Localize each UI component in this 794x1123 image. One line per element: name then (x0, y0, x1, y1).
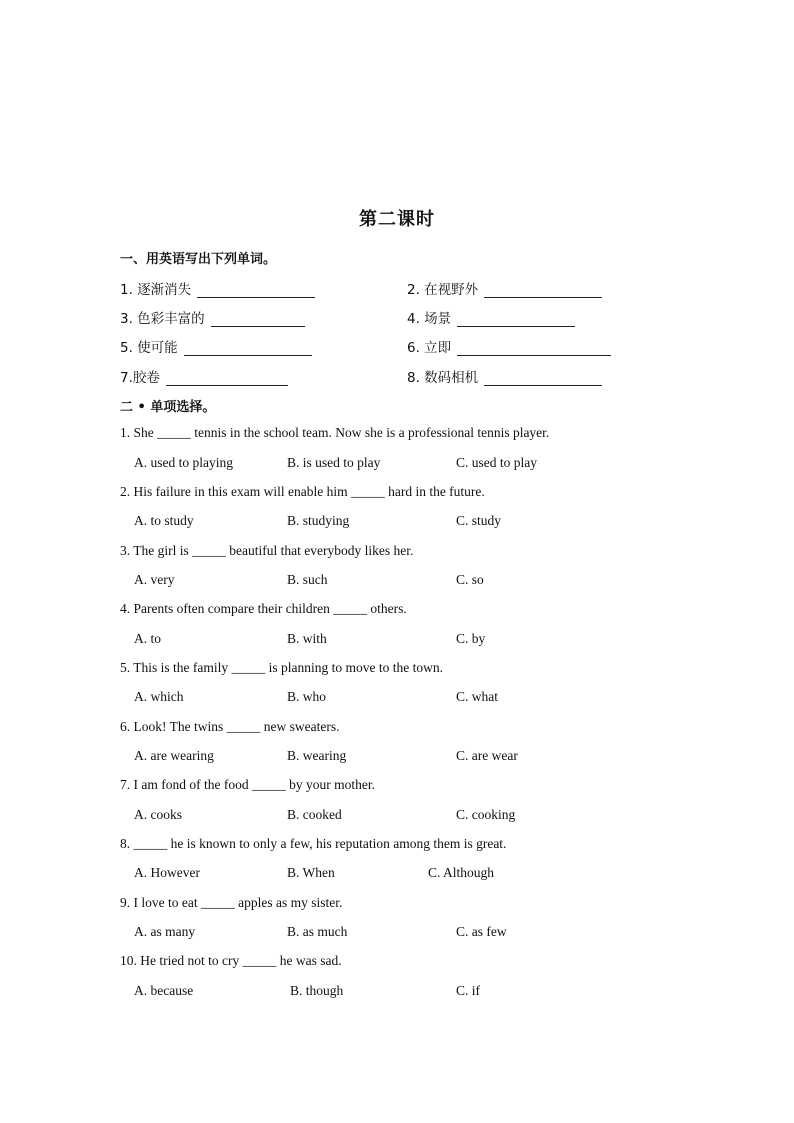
vocab-item (407, 278, 602, 298)
vocab-item (120, 278, 315, 298)
option-c[interactable]: C. study (456, 513, 502, 528)
vocab-item (120, 307, 305, 327)
option-row (0, 689, 794, 707)
option-a[interactable]: A. because (134, 983, 194, 998)
option-c[interactable]: C. as few (456, 924, 507, 939)
option-a[interactable]: A. used to playing (134, 455, 233, 470)
option-b[interactable]: B. though (290, 983, 344, 998)
option-a[interactable]: A. to study (134, 513, 194, 528)
option-b[interactable]: B. studying (287, 513, 350, 528)
answer-blank[interactable] (211, 312, 305, 327)
option-row (0, 807, 794, 825)
option-row (0, 631, 794, 649)
question-stem: 8. _____ he is known to only a few, his reputation among them is great. (120, 836, 507, 851)
option-c[interactable]: C. if (456, 983, 481, 998)
question-stem: 4. Parents often compare their children _____ others. (120, 601, 407, 616)
option-row (0, 572, 794, 590)
option-row (0, 455, 794, 473)
answer-blank[interactable] (484, 283, 602, 298)
option-a[interactable]: A. to (134, 631, 161, 646)
question-stem: 6. Look! The twins _____ new sweaters. (120, 719, 340, 734)
question-stem: 10. He tried not to cry _____ he was sad. (120, 953, 342, 968)
option-row (0, 748, 794, 766)
vocab-item (407, 307, 575, 327)
vocab-item (120, 366, 288, 386)
option-row (0, 924, 794, 942)
option-row (0, 865, 794, 883)
vocab-label: 2. 在视野外 (407, 282, 479, 298)
answer-blank[interactable] (197, 283, 315, 298)
option-b[interactable]: B. as much (287, 924, 348, 939)
option-c[interactable]: C. by (456, 631, 486, 646)
vocab-label: 7.胶卷 (120, 370, 160, 386)
option-row (0, 983, 794, 1001)
vocab-item (120, 336, 312, 356)
option-c[interactable]: C. Although (428, 865, 495, 880)
option-b[interactable]: B. wearing (287, 748, 347, 763)
answer-blank[interactable] (484, 371, 602, 386)
option-b[interactable]: B. who (287, 689, 327, 704)
answer-blank[interactable] (457, 341, 611, 356)
option-a[interactable]: A. However (134, 865, 200, 880)
question-stem: 7. I am fond of the food _____ by your mother. (120, 777, 375, 792)
section2-heading: 二 • 单项选择。 (120, 400, 216, 415)
vocab-item (407, 366, 602, 386)
option-b[interactable]: B. with (287, 631, 327, 646)
question-stem: 1. She _____ tennis in the school team. Now she is a professional tennis player. (120, 425, 550, 440)
vocab-label: 5. 使可能 (120, 340, 178, 356)
option-a[interactable]: A. which (134, 689, 184, 704)
vocab-row (0, 366, 794, 386)
option-b[interactable]: B. is used to play (287, 455, 381, 470)
vocab-label: 8. 数码相机 (407, 370, 479, 386)
vocab-label: 6. 立即 (407, 340, 452, 356)
vocab-row (0, 278, 794, 298)
option-c[interactable]: C. used to play (456, 455, 537, 470)
vocab-label: 1. 逐渐消失 (120, 282, 192, 298)
section1-heading: 一、用英语写出下列单词。 (120, 252, 277, 267)
question-stem: 3. The girl is _____ beautiful that everybody likes her. (120, 543, 414, 558)
option-a[interactable]: A. cooks (134, 807, 182, 822)
vocab-row (0, 307, 794, 327)
option-b[interactable]: B. such (287, 572, 328, 587)
page-title: 第二课时 (359, 209, 435, 230)
vocab-item (407, 336, 611, 356)
question-stem: 9. I love to eat _____ apples as my sister. (120, 895, 343, 910)
option-a[interactable]: A. as many (134, 924, 196, 939)
option-row (0, 513, 794, 531)
option-b[interactable]: B. When (287, 865, 335, 880)
vocab-label: 3. 色彩丰富的 (120, 311, 205, 327)
answer-blank[interactable] (457, 312, 575, 327)
vocab-row (0, 336, 794, 356)
option-b[interactable]: B. cooked (287, 807, 342, 822)
question-stem: 2. His failure in this exam will enable him _____ hard in the future. (120, 484, 485, 499)
option-c[interactable]: C. are wear (456, 748, 518, 763)
option-a[interactable]: A. very (134, 572, 175, 587)
answer-blank[interactable] (184, 341, 312, 356)
vocab-label: 4. 场景 (407, 311, 452, 327)
option-c[interactable]: C. cooking (456, 807, 516, 822)
question-stem: 5. This is the family _____ is planning to move to the town. (120, 660, 443, 675)
option-a[interactable]: A. are wearing (134, 748, 214, 763)
option-c[interactable]: C. so (456, 572, 484, 587)
option-c[interactable]: C. what (456, 689, 498, 704)
answer-blank[interactable] (166, 371, 288, 386)
